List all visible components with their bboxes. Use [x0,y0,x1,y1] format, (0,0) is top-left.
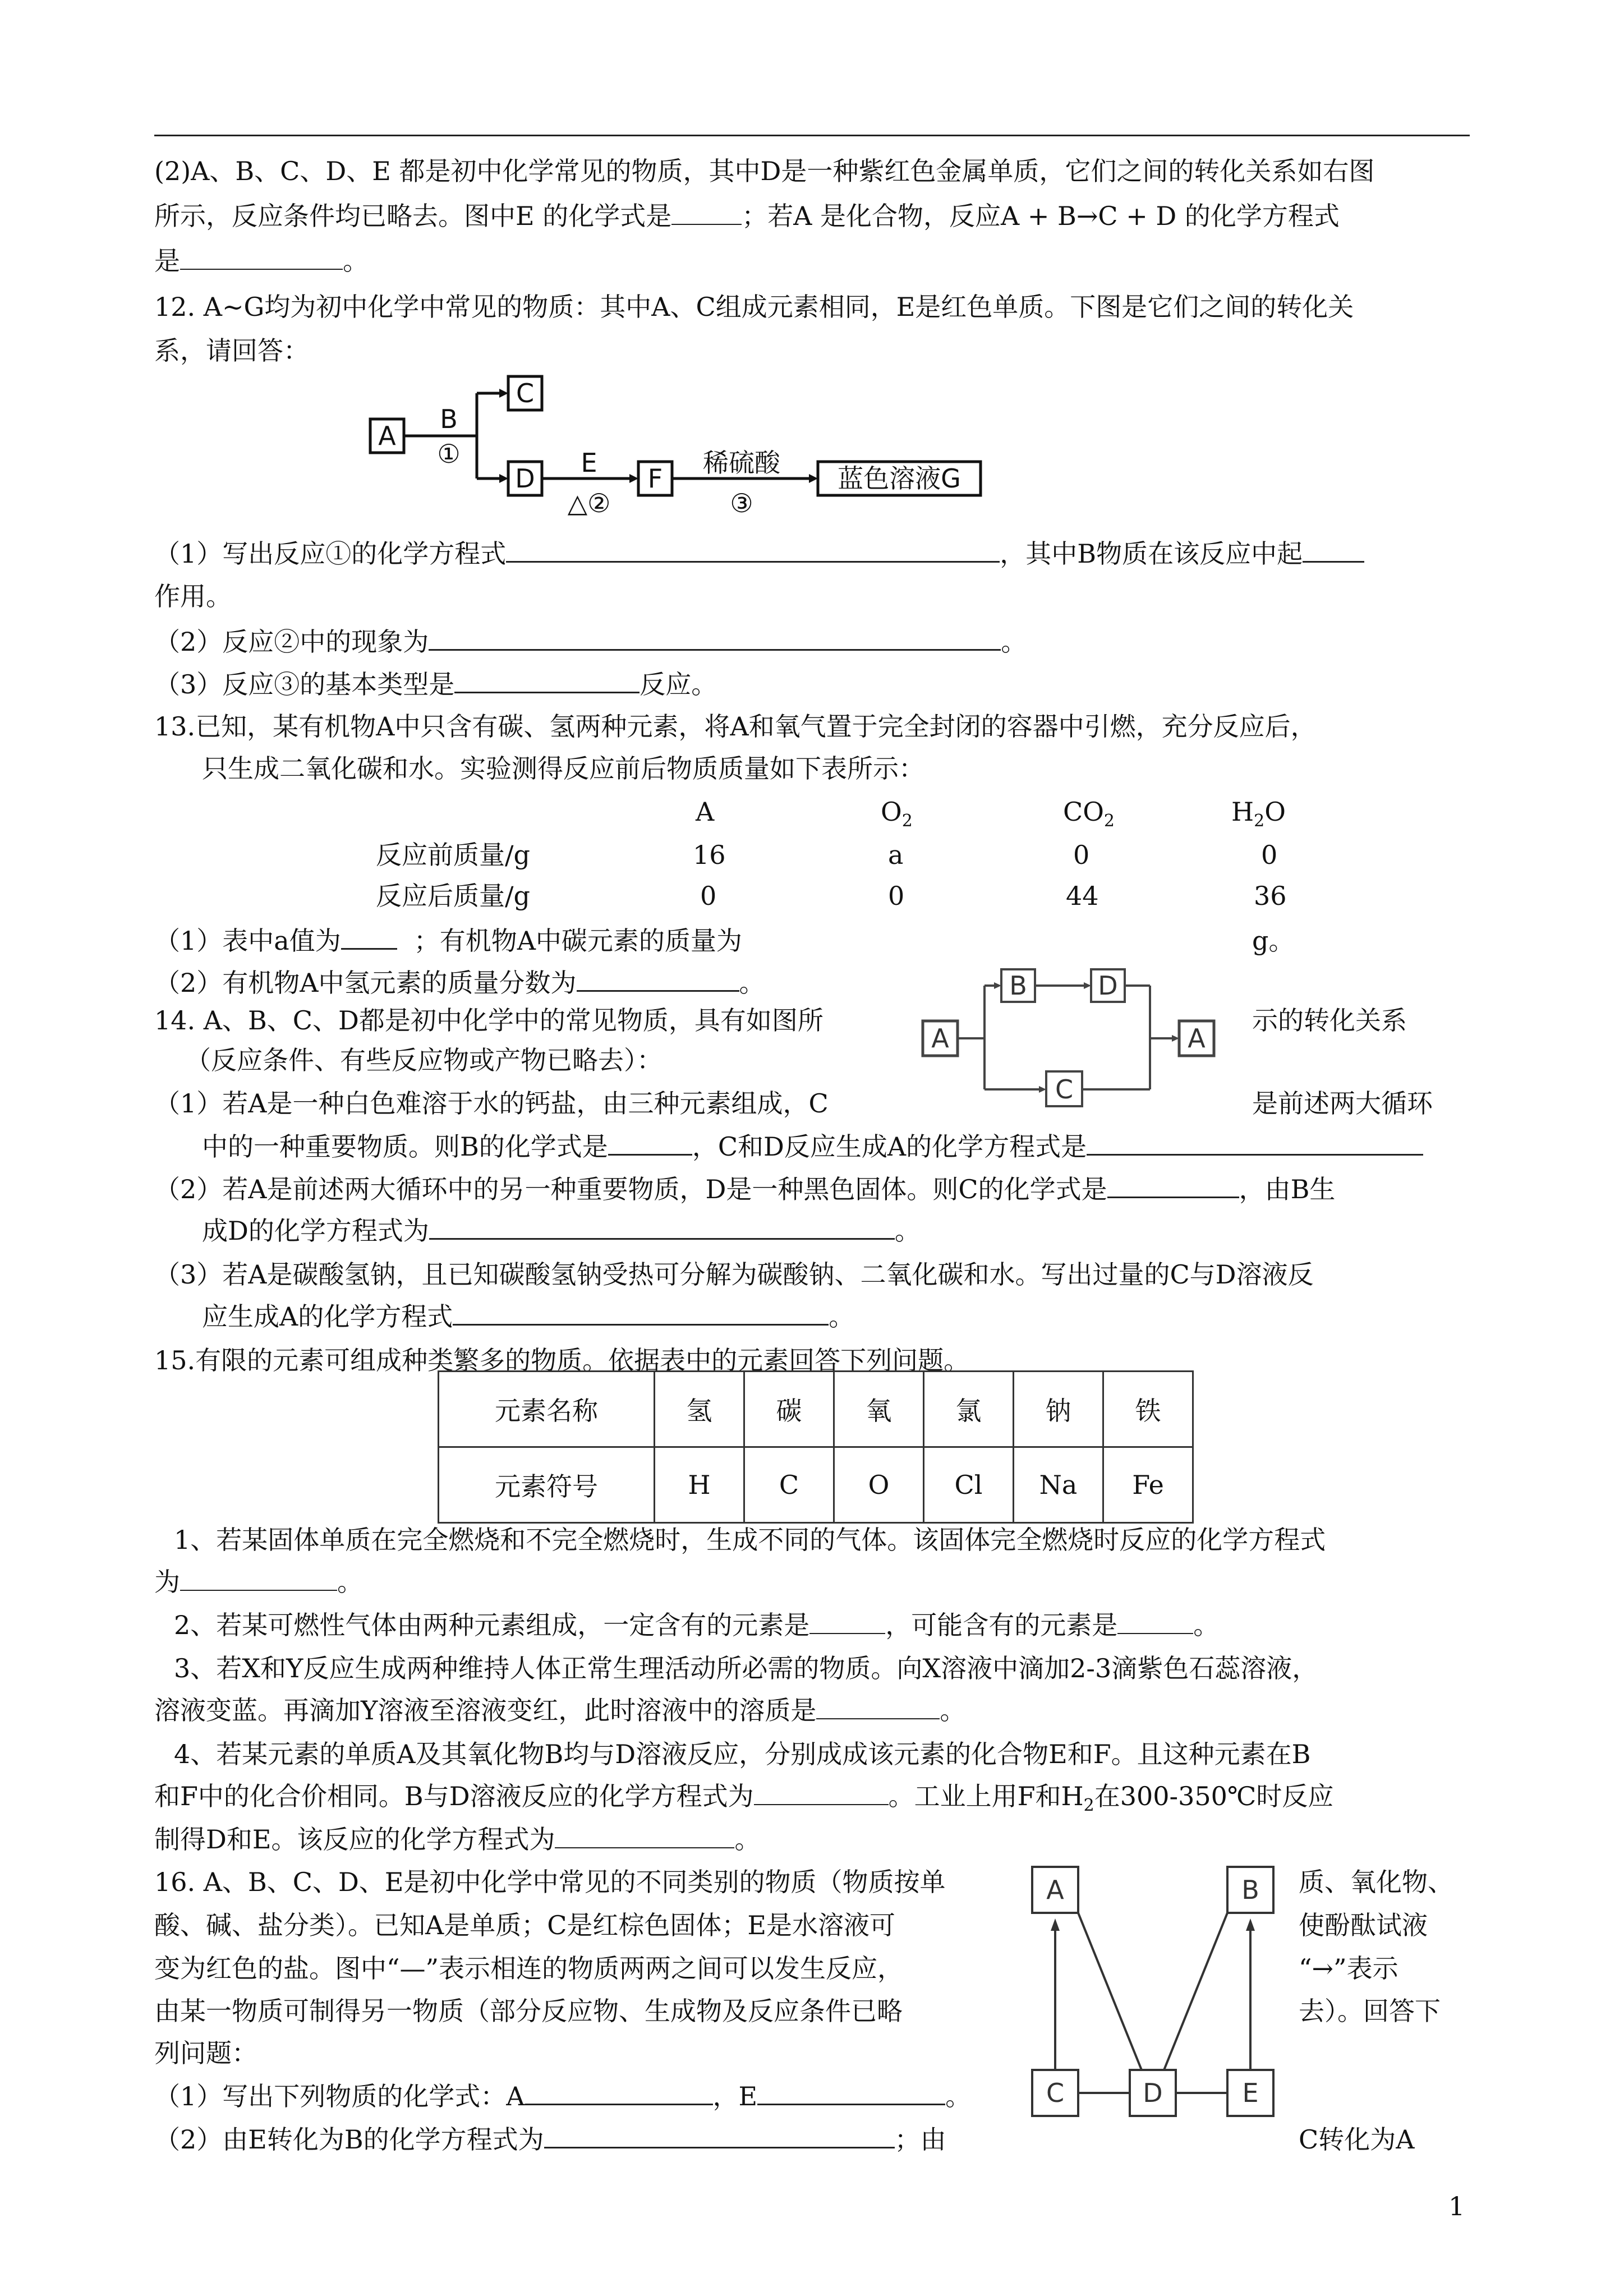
text-line: 为 。 [154,1567,363,1597]
box-label: A [1188,1023,1206,1053]
text-line: 1、若某固体单质在完全燃烧和不完全燃烧时，生成不同的气体。该固体完全燃烧时反应的化学方程式 [174,1525,1326,1555]
box-label: A [378,421,396,451]
text-line: C转化为A [1299,2124,1415,2155]
element-table-15 [438,1370,1194,1524]
answer-blank[interactable] [341,926,397,950]
table-cell: Cl [924,1447,1014,1523]
box-label: 蓝色溶液G [838,463,961,494]
text-line: 中的一种重要物质。则B的化学式是 ，C和D反应生成A的化学方程式是 [202,1131,1423,1162]
answer-blank[interactable] [1303,539,1364,563]
text-line: 变为红色的盐。图中“—”表示相连的物质两两之间可以发生反应， [154,1953,904,1984]
answer-blank[interactable] [555,1825,734,1848]
text-line: （2）反应②中的现象为 。 [154,627,1027,657]
answer-blank[interactable] [506,539,1000,563]
relation-diagram-16 [1027,1861,1290,2125]
text-line: 溶液变蓝。再滴加Y溶液至溶液变红，此时溶液中的溶质是 。 [154,1695,966,1726]
table-cell: 氯 [924,1372,1014,1447]
answer-blank[interactable] [757,2081,945,2105]
table-header: $H_2O$ [1231,797,1286,831]
text-line: 酸、碱、盐分类）。已知A是单质；C是红棕色固体；E是水溶液可 [154,1910,895,1940]
answer-blank[interactable] [525,2081,713,2105]
box-label: C [1046,2078,1065,2108]
text-line: （1）表中a值为 ；有机物A中碳元素的质量为 [154,926,742,956]
table-row [439,1447,1193,1523]
text-line: （2）有机物A中氢元素的质量分数为 。 [154,968,765,998]
answer-blank[interactable] [671,201,742,225]
table-cell: 钠 [1014,1372,1103,1447]
box-label: B [1009,970,1027,1001]
text-line: “→”表示 [1299,1953,1398,1984]
arrow-label: ① [437,439,461,469]
table-header: $O_2$ [881,797,913,831]
answer-blank[interactable] [429,1216,895,1240]
table-cell: a [888,840,904,870]
arrow-label: 稀硫酸 [703,448,780,478]
answer-blank[interactable] [180,1567,337,1591]
answer-blank[interactable] [1087,1131,1423,1156]
text-line: （1）若A是一种白色难溶于水的钙盐，由三种元素组成，C [154,1088,829,1119]
table-header: $CO_2$ [1063,797,1115,831]
question-15-stem: 15.有限的元素可组成种类繁多的物质。依据表中的元素回答下列问题。 [154,1345,970,1375]
reaction-diagram-12 [365,367,993,519]
text-line: g。 [1252,926,1295,956]
table-cell: 0 [1261,840,1278,870]
box-label: D [1098,970,1118,1001]
answer-blank[interactable] [608,1131,692,1156]
arrow-label: △② [567,488,611,518]
table-cell: Fe [1103,1447,1193,1523]
text-line: 由某一物质可制得另一物质（部分反应物、生成物及反应条件已略 [154,1996,903,2026]
text-line: 示的转化关系 [1252,1005,1407,1036]
conversion-diagram-14 [920,965,1234,1122]
row-label: 反应前质量/g [376,840,530,870]
text-line: 4、若某元素的单质A及其氧化物B均与D溶液反应，分别成成该元素的化合物E和F。且这种元素在B [174,1739,1311,1769]
text-line: 质、氧化物、 [1299,1867,1453,1897]
table-cell: 16 [693,840,726,870]
text-line: （3）若A是碳酸氢钠，且已知碳酸氢钠受热可分解为碳酸钠、二氧化碳和水。写出过量的C与D溶液反 [154,1259,1314,1290]
answer-blank[interactable] [429,627,1001,651]
box-label: B [1241,1875,1259,1905]
text-line: 3、若X和Y反应生成两种维持人体正常生理活动所必需的物质。向X溶液中滴加2-3滴紫色石蕊溶液， [174,1653,1318,1683]
table-cell: C [744,1447,834,1523]
text-line: 列问题： [154,2038,257,2068]
text-line: (2)A、B、C、D、E 都是初中化学常见的物质，其中D是一种紫红色金属单质，它们之间的转化关系如右图 [154,156,1375,186]
answer-blank[interactable] [1107,1174,1239,1198]
text-line: 成D的化学方程式为 。 [202,1216,921,1246]
table-cell: 铁 [1103,1372,1193,1447]
table-cell: 0 [700,881,717,911]
box-label: F [647,463,663,494]
text-line: （反应条件、有些反应物或产物已略去）： [185,1045,663,1075]
answer-blank[interactable] [1117,1611,1193,1634]
table-cell: 元素符号 [439,1447,655,1523]
table-cell: 0 [1073,840,1090,870]
text-line: 系，请回答： [154,335,309,366]
page-number: 1 [1448,2191,1465,2221]
box-label: C [516,378,535,408]
text-line: （3）反应③的基本类型是 反应。 [154,669,717,700]
text-line: 是 。 [154,246,369,276]
question-13-stem: 13.已知，某有机物A中只含有碳、氢两种元素，将A和氧气置于完全封闭的容器中引燃，充分反应后， [154,711,1317,742]
table-cell: Na [1014,1447,1103,1523]
arrow-label: ③ [730,488,753,518]
answer-blank[interactable] [454,669,640,693]
table-cell: 36 [1254,881,1287,911]
header-rule [154,135,1470,136]
question-14-stem: 14. A、B、C、D都是初中化学中的常见物质，具有如图所 [154,1005,823,1036]
table-cell: 氢 [655,1372,744,1447]
arrow-label: E [581,448,597,478]
text-line: 去）。回答下 [1299,1996,1441,2026]
table-cell: H [655,1447,744,1523]
arrow-label: B [440,404,458,434]
text-line: 2、若某可燃性气体由两种元素组成，一定含有的元素是 ，可能含有的元素是 。 [174,1610,1220,1640]
text-line: 所示，反应条件均已略去。图中E 的化学式是 ；若A 是化合物，反应A + B→C + D 的化学方程式 [154,201,1340,231]
answer-blank[interactable] [180,246,343,270]
text-line: 作用。 [154,581,232,611]
row-label: 反应后质量/g [376,881,530,911]
box-label: A [931,1023,949,1053]
question-12-stem: 12. A~G均为初中化学中常见的物质：其中A、C组成元素相同，E是红色单质。下图是它们之间的转化关 [154,292,1354,322]
answer-blank[interactable] [453,1301,829,1326]
table-row [439,1372,1193,1447]
text-line: 是前述两大循环 [1252,1088,1433,1119]
text-line: 和F中的化合价相同。B与D溶液反应的化学方程式为 。工业上用F和$H_2$在300-350℃时反应 [154,1781,1334,1816]
answer-blank[interactable] [577,968,739,992]
text-line: 只生成二氧化碳和水。实验测得反应前后物质质量如下表所示： [202,753,924,784]
box-label: D [515,463,535,494]
table-cell: 0 [888,881,905,911]
table-cell: 元素名称 [439,1372,655,1447]
table-cell: O [834,1447,924,1523]
text-line: 使酚酞试液 [1299,1910,1428,1940]
box-label: E [1242,2078,1259,2108]
text-line: 制得D和E。该反应的化学方程式为 。 [154,1824,761,1855]
text-line: （2）若A是前述两大循环中的另一种重要物质，D是一种黑色固体。则C的化学式是 ，由B生 [154,1174,1336,1204]
table-header: A [696,797,715,827]
text-line: 应生成A的化学方程式 。 [202,1301,855,1332]
text-line: （2）由E转化为B的化学方程式为 ；由 [154,2124,946,2155]
box-label: D [1143,2078,1163,2108]
table-cell: 44 [1066,881,1099,911]
answer-blank[interactable] [754,1782,889,1805]
answer-blank[interactable] [816,1696,940,1719]
table-cell: 碳 [744,1372,834,1447]
answer-blank[interactable] [544,2124,895,2148]
box-label: A [1046,1875,1064,1905]
text-line: （1）写出下列物质的化学式：A ，E 。 [154,2081,972,2111]
table-cell: 氧 [834,1372,924,1447]
text-line: （1）写出反应①的化学方程式 ，其中B物质在该反应中起 [154,539,1364,569]
question-16-stem: 16. A、B、C、D、E是初中化学中常见的不同类别的物质（物质按单 [154,1867,946,1897]
box-label: C [1055,1074,1074,1105]
answer-blank[interactable] [809,1611,885,1634]
